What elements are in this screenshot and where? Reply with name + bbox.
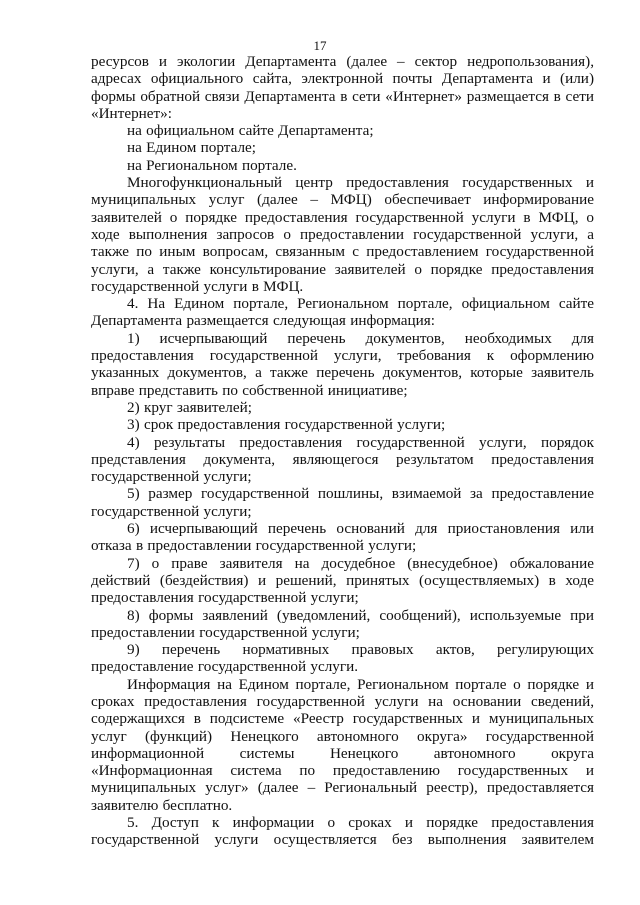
paragraph-mfc: Многофункциональный центр предоставления государственных и муниципальных услуг (далее – МФЦ) обеспечивает информирование заявителей о порядке предоставления государственной услуги в МФЦ, о ходе выполнения запросов о предоставлении государственной услуги, а также по иным вопросам, связанным с предоставлением государственной услуги, а также консультирование заявителей о порядке предоставления государственной услуги в МФЦ.	[91, 174, 594, 295]
info-item-8: 8) формы заявлений (уведомлений, сообщений), используемые при предоставлении государственной услуги;	[91, 606, 594, 641]
list-item-official-site: на официальном сайте Департамента;	[127, 122, 374, 140]
info-item-6: 6) исчерпывающий перечень оснований для приостановления или отказа в предоставлении государственной услуги;	[91, 520, 594, 555]
paragraph-continuation: ресурсов и экологии Департамента (далее – сектор недропользования), адресах официального сайта, электронной почты Департамента и (или) формы обратной связи Департамента в сети «Интернет» размещается в сети «Интернет»:	[91, 53, 594, 122]
info-item-4: 4) результаты предоставления государственной услуги, порядок представления документа, являющегося результатом предоставления государственной услуги;	[91, 433, 594, 486]
list-item-unified-portal: на Едином портале;	[127, 139, 256, 157]
info-item-5: 5) размер государственной пошлины, взимаемой за предоставление государственной услуги;	[91, 485, 594, 520]
info-item-9: 9) перечень нормативных правовых актов, регулирующих предоставление государственной услуги.	[91, 641, 594, 676]
page-number: 17	[313, 38, 327, 53]
info-item-2: 2) круг заявителей;	[127, 398, 252, 416]
body-text	[91, 53, 594, 849]
paragraph-regional-registry: Информация на Едином портале, Региональном портале о порядке и сроках предоставления государственной услуги на основании сведений, содержащихся в подсистеме «Реестр государственных и муниципальных услуг (функций) Ненецкого автономного округа» государственной информационной системы Ненецкого автономного округа «Информационная система по предоставлению государственных и муниципальных услуг» (далее – Региональный реестр), предоставляется заявителю бесплатно.	[91, 675, 594, 814]
paragraph-4: 4. На Едином портале, Региональном портале, официальном сайте Департамента размещается следующая информация:	[91, 295, 594, 330]
info-item-7: 7) о праве заявителя на досудебное (внесудебное) обжалование действий (бездействия) и решений, принятых (осуществляемых) в ходе предоставления государственной услуги;	[91, 554, 594, 607]
list-item-regional-portal: на Региональном портале.	[127, 156, 297, 174]
paragraph-5: 5. Доступ к информации о сроках и порядке предоставления государственной услуги осуществляется без выполнения заявителем	[91, 814, 594, 849]
info-item-3: 3) срок предоставления государственной услуги;	[127, 416, 446, 434]
info-item-1: 1) исчерпывающий перечень документов, необходимых для предоставления государственной услуги, требования к оформлению указанных документов, а также перечень документов, которые заявитель вправе представить по собственной инициативе;	[91, 329, 594, 399]
